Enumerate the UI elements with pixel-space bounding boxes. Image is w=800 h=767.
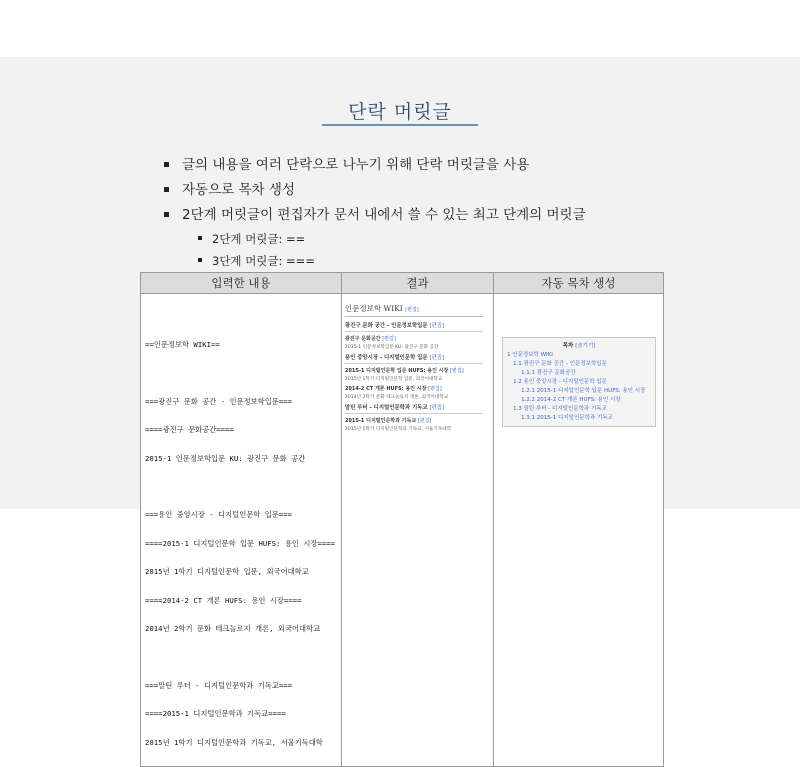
source-line: ===말틴 루터 - 디지털인문학과 기독교=== [145, 680, 293, 690]
result-cell [341, 294, 493, 767]
source-line: 2015-1 인문정보학입문 KU: 광진구 문화 공간 [145, 453, 306, 463]
source-line: ===용인 중앙시장 - 디지털인문학 입문=== [145, 510, 293, 519]
bullet-item: 2단계 머릿글이 편집자가 문서 내에서 쓸 수 있는 최고 단계의 머릿글 [160, 205, 586, 230]
header-result: 결과 [341, 273, 493, 294]
section-heading: 광진구 문화 공간 - 인문정보학입문 [344, 323, 428, 329]
toc-item[interactable]: 1.2.1 2015-1 디지털인문학 입문 HUFS: 용인 시장 [521, 388, 646, 394]
edit-link[interactable]: [편집] [382, 336, 396, 342]
source-line: 2015년 1학기 디지털인문학 입문, 외국어대학교 [145, 567, 309, 576]
section-heading: 용인 중앙시장 - 디지털인문학 입문 [344, 355, 428, 361]
wiki-title: 인문정보학 WIKI [344, 304, 403, 313]
slide [0, 57, 800, 747]
edit-link[interactable]: [편집] [417, 418, 432, 424]
slide-title: 단락 머릿글 [348, 101, 452, 123]
toc-item[interactable]: 1.1 광진구 문화 공간 - 인문정보학입문 [513, 361, 607, 367]
toc-item[interactable]: 1.1.1 광진구 문화공간 [521, 370, 576, 376]
bullet-item: 자동으로 목차 생성 [160, 180, 586, 205]
source-line: ====2014-2 CT 개론 HUFS: 용인 시장==== [145, 595, 302, 605]
section-text: 2015년 1학기 디지털인문학 입문, 외국어대학교 [344, 377, 443, 382]
toc-hide-link[interactable]: [숨기기] [575, 343, 596, 349]
bullet-list [160, 155, 586, 274]
wiki-render [345, 303, 483, 432]
edit-link[interactable]: [편집] [429, 405, 445, 411]
edit-link[interactable]: [편집] [429, 355, 445, 361]
section-text: 2015년 1학기 디지털인문학과 기독교, 서울기독대학 [344, 427, 452, 432]
toc-box [502, 337, 656, 427]
sub-bullet-item: 2단계 머릿글: == [160, 230, 586, 252]
toc-title: 목차 [562, 343, 574, 349]
source-line: 2014년 2학기 문화 테크놀로지 개론, 외국어대학교 [145, 624, 321, 633]
header-input: 입력한 내용 [141, 273, 342, 294]
section-text: 2014년 2학기 문화 테크놀로지 개론, 외국어대학교 [344, 395, 449, 400]
subsection-heading: 2014-2 CT 개론 HUFS: 용인 시장 [344, 386, 427, 392]
toc-item[interactable]: 1.2.2 2014-2 CT 개론 HUFS: 용인 시장 [521, 397, 621, 403]
subsection-heading: 2015-1 디지털인문학과 기독교 [344, 418, 417, 424]
edit-link[interactable]: [편집] [405, 307, 419, 313]
toc-item[interactable]: 1.3.1 2015-1 디지털인문학과 기독교 [521, 415, 613, 421]
edit-link[interactable]: [편집] [428, 386, 442, 392]
source-line: ==인문정보학 WIKI== [145, 340, 220, 349]
section-text: 2015-1 인문정보학입문 KU: 광진구 문화 공간 [344, 345, 439, 350]
edit-link[interactable]: [편집] [429, 323, 445, 329]
source-line: ====2015-1 디지털인문학과 기독교==== [145, 709, 286, 718]
toc-item[interactable]: 1.3 말틴 루터 - 디지털인문학과 기독교 [513, 406, 607, 412]
source-line: ====2015-1 디지털인문학 입문 HUFS: 용인 시장==== [145, 538, 336, 548]
wiki-source [141, 294, 341, 766]
subsection-heading: 2015-1 디지털인문학 입문 HUFS: 용인 시장 [344, 368, 449, 374]
toc-item[interactable]: 1.2 용인 중앙시장 - 디지털인문학 입문 [513, 379, 607, 385]
toc-cell [494, 294, 664, 767]
sub-bullet-item: 3단계 머릿글: === [160, 252, 586, 274]
source-cell [141, 294, 342, 767]
comparison-table [140, 272, 664, 767]
toc-item[interactable]: 1 인문정보학 WIKI [507, 352, 553, 358]
bullet-item: 글의 내용을 여러 단락으로 나누기 위해 단락 머릿글을 사용 [160, 155, 586, 180]
source-line: ====광진구 문화공간==== [145, 425, 234, 434]
edit-link[interactable]: [편집] [450, 368, 464, 374]
section-heading: 말틴 루터 - 디지털인문학과 기독교 [344, 405, 428, 411]
source-line: ===광진구 문화 공간 - 인문정보학입문=== [145, 396, 293, 406]
header-toc: 자동 목차 생성 [494, 273, 664, 294]
source-line: 2015년 1학기 디지털인문학과 기독교, 서울기독대학 [145, 737, 323, 747]
title-underline [322, 124, 478, 126]
subsection-heading: 광진구 문화공간 [344, 336, 381, 342]
